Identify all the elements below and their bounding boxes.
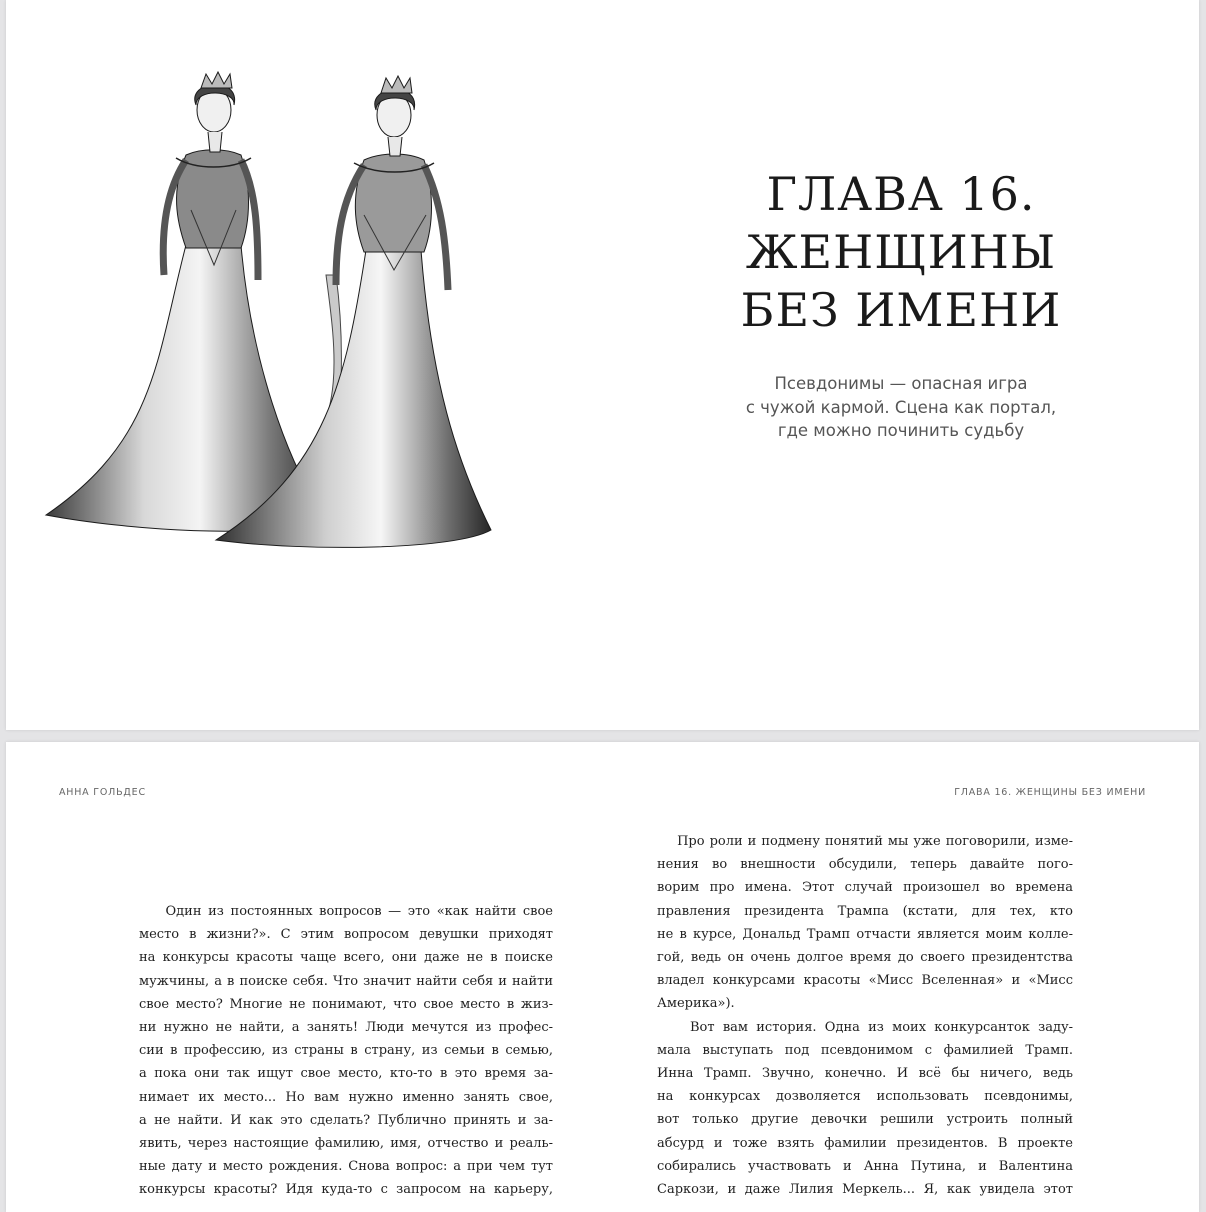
text-line: Саркози, и даже Лилия Меркель... Я, как увидела этот — [657, 1182, 1073, 1198]
text-line: а не найти. И как это сделать? Публично принять и за- — [139, 1112, 553, 1128]
two-queens-illustration — [36, 60, 496, 550]
text-line: мужчины, а в поиске себя. Что значит найти себя и найти — [139, 973, 553, 989]
text-line: явить, через настоящие фамилию, имя, отчество и реаль- — [139, 1136, 553, 1152]
text-line: гой, ведь он очень долгое время до своего президентства — [657, 950, 1073, 966]
chapter-title — [706, 165, 1096, 339]
text-page-spread — [6, 742, 1199, 1212]
text-line: вот только другие девочки решили устроить полный — [657, 1112, 1073, 1128]
text-line: а пока они так ищут свое место, кто-то в это время за- — [139, 1066, 553, 1082]
running-head-chapter: ГЛАВА 16. ЖЕНЩИНЫ БЕЗ ИМЕНИ — [954, 787, 1146, 798]
text-line: место в жизни?». С этим вопросом девушки приходят — [139, 927, 553, 943]
text-line: сии в профессию, из страны в страну, из семьи в семью, — [139, 1043, 553, 1059]
text-line: ворим про имена. Этот случай произошел во времена — [657, 880, 1073, 896]
text-line: правления президента Трампа (кстати, для тех, кто — [657, 903, 1073, 919]
text-line: абсурд и тоже взять фамилии президентов. В проекте — [657, 1135, 1073, 1151]
running-head-author: АННА ГОЛЬДЕС — [59, 787, 146, 798]
chapter-title-line-3: БЕЗ ИМЕНИ — [740, 283, 1062, 337]
text-line: на конкурсах дозволяется использовать псевдонимы, — [657, 1089, 1073, 1105]
text-line: ные дату и место рождения. Снова вопрос: а при чем тут — [139, 1159, 553, 1175]
chapter-subtitle — [706, 372, 1096, 443]
chapter-subtitle-line-1: Псевдонимы — опасная игра — [774, 374, 1028, 393]
right-text-column — [657, 830, 1073, 1201]
text-line: Америка»). — [657, 996, 735, 1012]
text-line: собирались участвовать и Анна Путина, и Валентина — [657, 1158, 1073, 1174]
chapter-opening-page — [6, 0, 1199, 730]
chapter-title-line-1: ГЛАВА 16. — [766, 167, 1036, 221]
text-line: свое место? Многие не понимают, что свое место в жиз- — [139, 996, 553, 1012]
text-line: Про роли и подмену понятий мы уже поговорили, изме- — [657, 834, 1073, 849]
left-text-column — [139, 900, 553, 1202]
text-line: конкурсы красоты? Идя куда-то с запросом на карьеру, — [139, 1182, 553, 1198]
text-line: мала выступать под псевдонимом с фамилией Трамп. — [657, 1042, 1073, 1058]
text-line: Вот вам история. Одна из моих конкурсанток заду- — [657, 1019, 1073, 1035]
text-line: Инна Трамп. Звучно, конечно. И всё бы ничего, ведь — [657, 1066, 1073, 1082]
text-line: нения во внешности обсудили, теперь давайте пого- — [657, 857, 1073, 873]
chapter-title-line-2: ЖЕНЩИНЫ — [745, 225, 1057, 279]
text-line: ни нужно не найти, а занять! Люди мечутся из профес- — [139, 1020, 553, 1036]
text-line: нимает их место... Но вам нужно именно занять свое, — [139, 1089, 553, 1105]
text-line: не в курсе, Дональд Трамп отчасти является моим колле- — [657, 926, 1073, 942]
text-line: владел конкурсами красоты «Мисс Вселенная» и «Мисс — [657, 973, 1073, 989]
left-figure — [46, 72, 326, 531]
text-line: на конкурсы красоты чаще всего, они даже не в поиске — [139, 950, 553, 966]
chapter-subtitle-line-2: с чужой кармой. Сцена как портал, — [745, 397, 1057, 417]
chapter-subtitle-line-3: где можно починить судьбу — [777, 421, 1025, 440]
text-line: Один из постоянных вопросов — это «как найти свое — [139, 904, 553, 919]
